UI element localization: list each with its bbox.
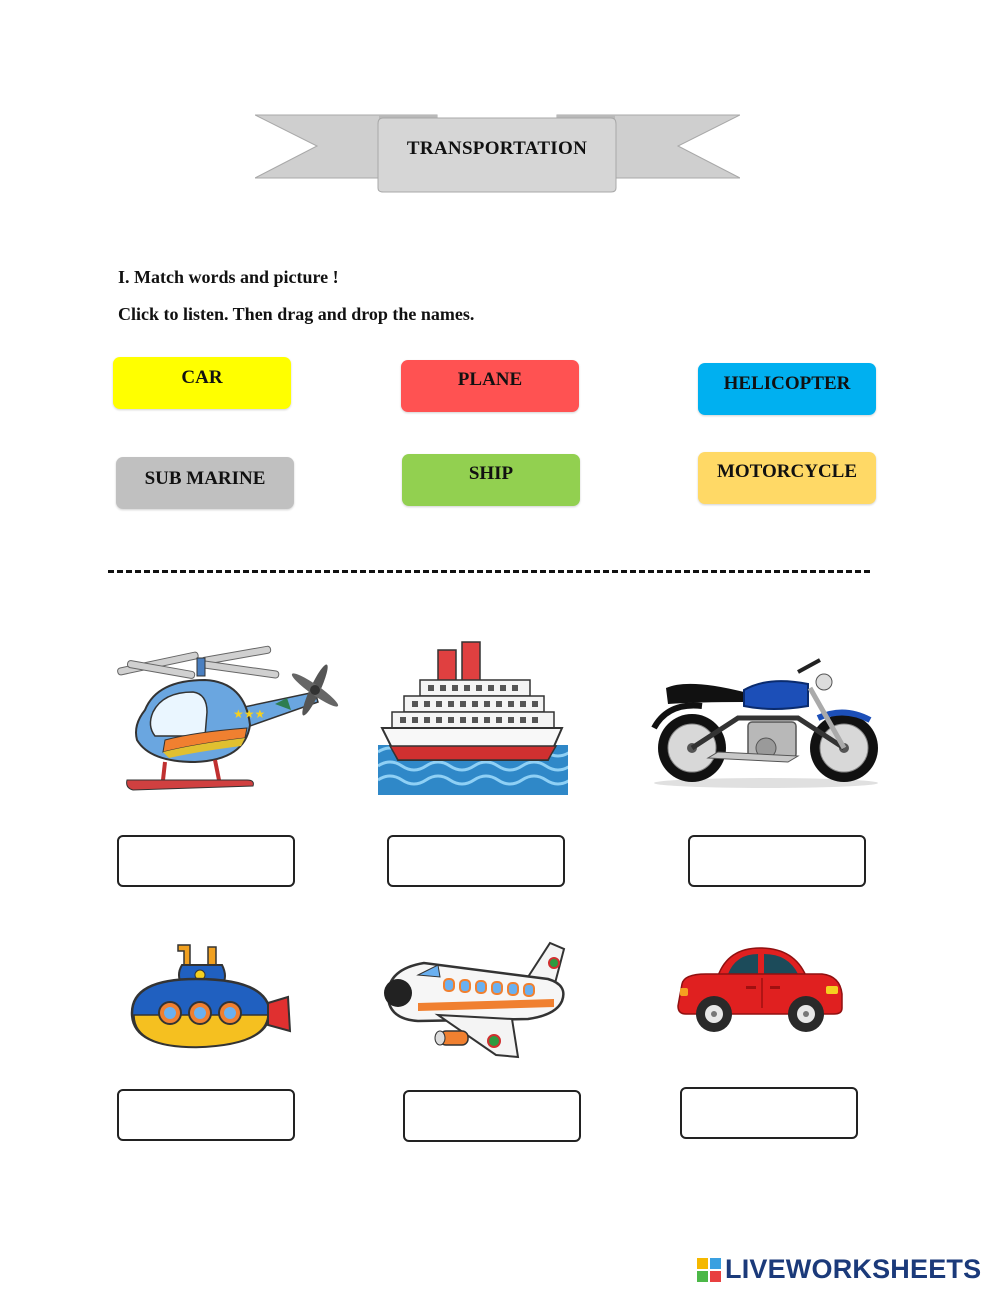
svg-text:★★★: ★★★ xyxy=(233,707,266,721)
instruction-heading: I. Match words and picture ! xyxy=(118,267,339,287)
submarine-image[interactable] xyxy=(118,935,296,1060)
answer-box-plane[interactable] xyxy=(403,1090,581,1142)
ship-image[interactable] xyxy=(378,640,568,795)
word-chip-motorcycle[interactable]: MOTORCYCLE xyxy=(698,452,876,504)
dashed-divider xyxy=(108,570,870,573)
instruction-subtext: Click to listen. Then drag and drop the names. xyxy=(118,304,475,324)
word-chip-plane[interactable]: PLANE xyxy=(401,360,579,412)
answer-box-submarine[interactable] xyxy=(117,1089,295,1141)
liveworksheets-logo-icon xyxy=(697,1258,721,1282)
answer-box-helicopter[interactable] xyxy=(117,835,295,887)
helicopter-image[interactable] xyxy=(115,640,347,795)
liveworksheets-logo xyxy=(697,1254,997,1286)
answer-box-car[interactable] xyxy=(680,1087,858,1139)
word-chip-submarine[interactable]: SUB MARINE xyxy=(116,457,294,509)
word-chip-helicopter[interactable]: HELICOPTER xyxy=(698,363,876,415)
word-chip-car[interactable]: CAR xyxy=(113,357,291,409)
car-image[interactable] xyxy=(676,942,844,1038)
word-chip-ship[interactable]: SHIP xyxy=(402,454,580,506)
answer-box-motorcycle[interactable] xyxy=(688,835,866,887)
logo-text: LIVEWORKSHEETS xyxy=(725,1254,982,1284)
answer-box-ship[interactable] xyxy=(387,835,565,887)
worksheet-title: TRANSPORTATION xyxy=(406,138,588,159)
motorcycle-image[interactable] xyxy=(648,648,884,790)
plane-image[interactable] xyxy=(378,935,576,1060)
